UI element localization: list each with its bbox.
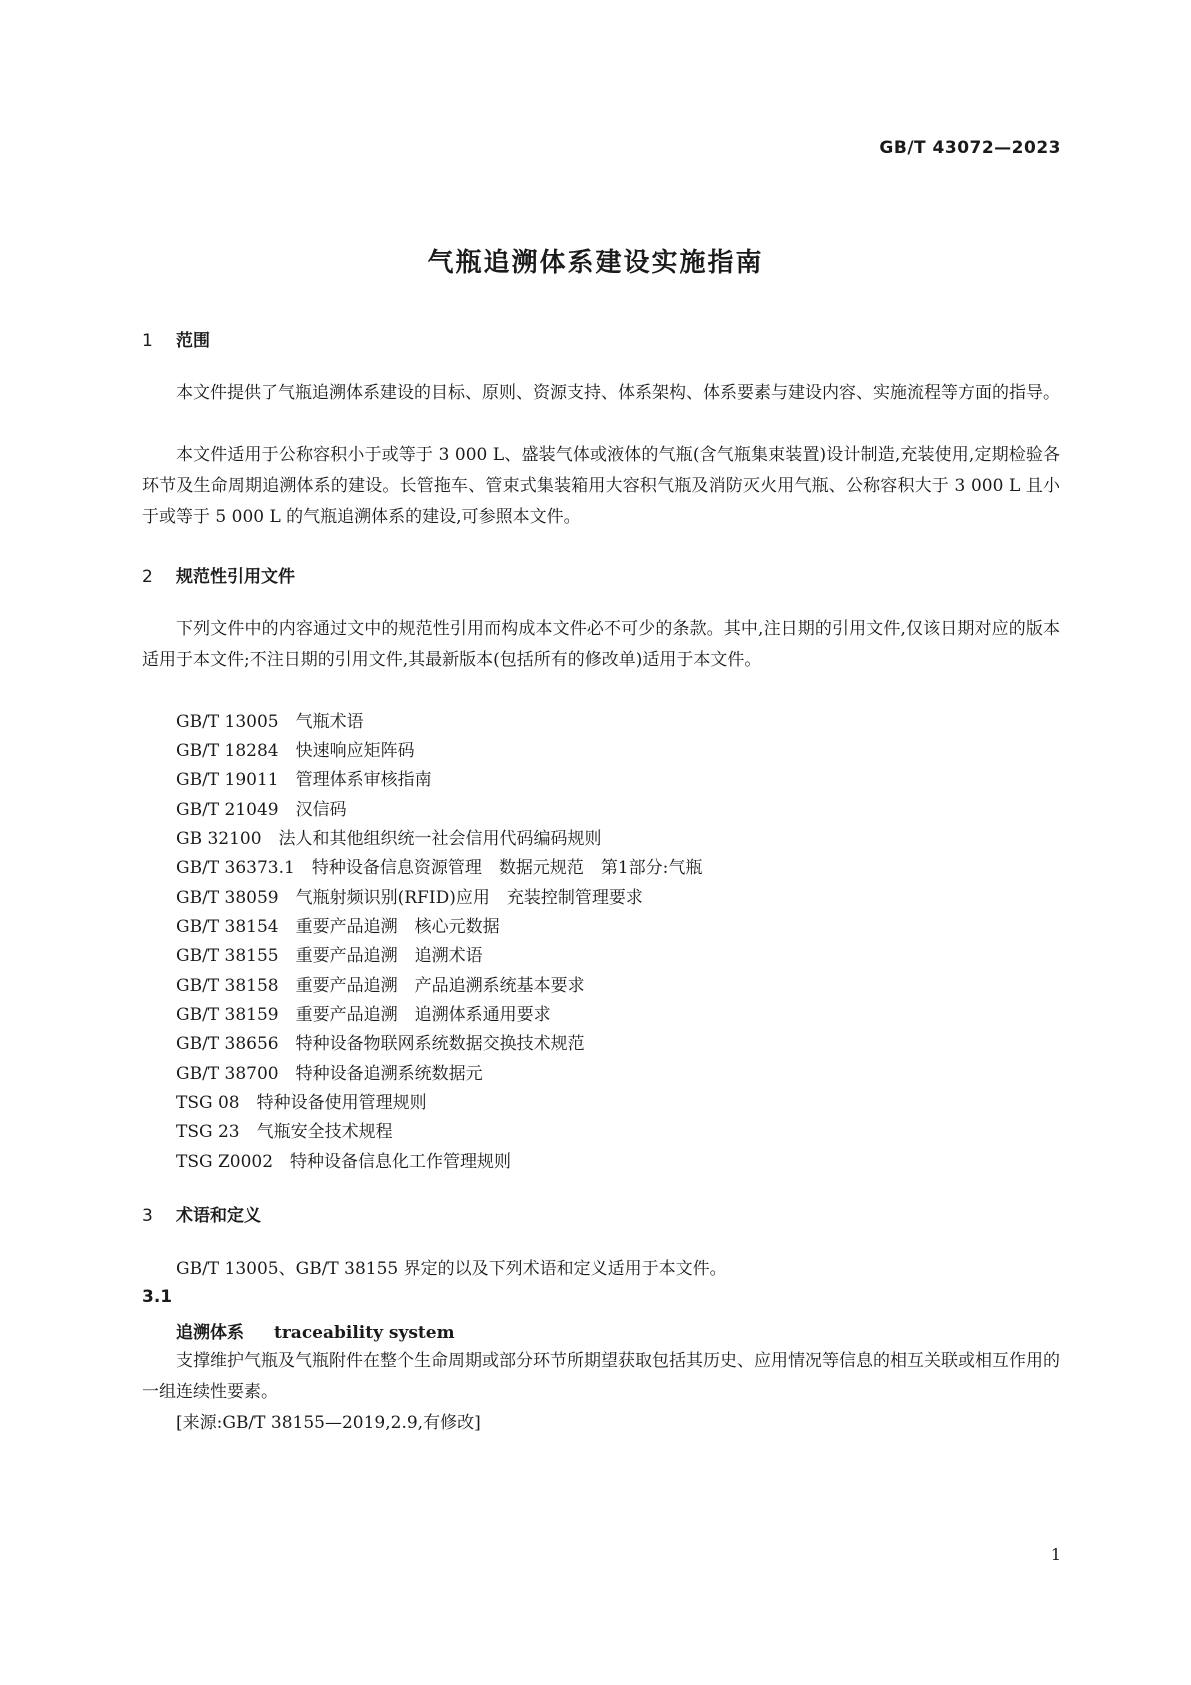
section-3-heading <box>142 1201 261 1226</box>
reference-item: GB/T 38059 气瓶射频识别(RFID)应用 充装控制管理要求 <box>176 888 643 908</box>
document-title: 气瓶追溯体系建设实施指南 <box>427 248 764 278</box>
term-source: [来源:GB/T 38155—2019,2.9,有修改] <box>176 1413 481 1433</box>
reference-item: GB/T 18284 快速响应矩阵码 <box>176 741 415 761</box>
reference-item: GB/T 21049 汉信码 <box>176 800 347 820</box>
reference-item: TSG 23 气瓶安全技术规程 <box>176 1122 393 1142</box>
section-number: 3 <box>142 1206 153 1226</box>
reference-item: TSG Z0002 特种设备信息化工作管理规则 <box>176 1152 512 1172</box>
reference-item: GB/T 38154 重要产品追溯 核心元数据 <box>176 917 500 937</box>
reference-item: GB/T 13005 气瓶术语 <box>176 712 364 732</box>
reference-item: GB/T 36373.1 特种设备信息资源管理 数据元规范 第1部分:气瓶 <box>176 858 703 878</box>
reference-item: GB/T 38159 重要产品追溯 追溯体系通用要求 <box>176 1005 551 1025</box>
term-number: 3.1 <box>142 1287 173 1307</box>
reference-item: GB/T 38700 特种设备追溯系统数据元 <box>176 1064 483 1084</box>
terms-intro: GB/T 13005、GB/T 38155 界定的以及下列术语和定义适用于本文件。 <box>176 1259 727 1279</box>
section-2-heading <box>142 562 295 587</box>
section-1-heading <box>142 326 210 351</box>
scope-paragraph-2: 本文件适用于公称容积小于或等于 3 000 L、盛装气体或液体的气瓶(含气瓶集束装置)设计制造,充装使用,定期检验各环节及生命周期追溯体系的建设。长管拖车、管束式集装箱用大容积气瓶及消防灭火用气瓶、公称容积大于 3 000 L 且小于或等于 5 000 L 的气瓶追溯体系的建设,可参照本文件。 <box>142 445 1060 527</box>
section-number: 1 <box>142 331 153 351</box>
standard-code: GB/T 43072—2023 <box>879 138 1061 158</box>
page-number: 1 <box>1050 1545 1061 1564</box>
section-title: 范围 <box>176 331 210 351</box>
term-zh: 追溯体系 <box>176 1323 244 1343</box>
reference-item: GB/T 38656 特种设备物联网系统数据交换技术规范 <box>176 1034 585 1054</box>
references-intro: 下列文件中的内容通过文中的规范性引用而构成本文件必不可少的条款。其中,注日期的引用文件,仅该日期对应的版本适用于本文件;不注日期的引用文件,其最新版本(包括所有的修改单)适用于本文件。 <box>142 619 1060 670</box>
reference-item: GB/T 38155 重要产品追溯 追溯术语 <box>176 946 483 966</box>
reference-item: GB/T 19011 管理体系审核指南 <box>176 770 432 790</box>
section-number: 2 <box>142 567 153 587</box>
term-en: traceability system <box>274 1323 455 1343</box>
section-title: 术语和定义 <box>176 1206 261 1226</box>
scope-paragraph-1: 本文件提供了气瓶追溯体系建设的目标、原则、资源支持、体系架构、体系要素与建设内容、实施流程等方面的指导。 <box>176 383 1060 403</box>
reference-item: GB 32100 法人和其他组织统一社会信用代码编码规则 <box>176 829 602 849</box>
reference-item: GB/T 38158 重要产品追溯 产品追溯系统基本要求 <box>176 976 585 996</box>
term-entry <box>176 1318 455 1343</box>
section-title: 规范性引用文件 <box>176 567 295 587</box>
reference-item: TSG 08 特种设备使用管理规则 <box>176 1093 427 1113</box>
term-definition: 支撑维护气瓶及气瓶附件在整个生命周期或部分环节所期望获取包括其历史、应用情况等信息的相互关联或相互作用的一组连续性要素。 <box>142 1351 1060 1402</box>
